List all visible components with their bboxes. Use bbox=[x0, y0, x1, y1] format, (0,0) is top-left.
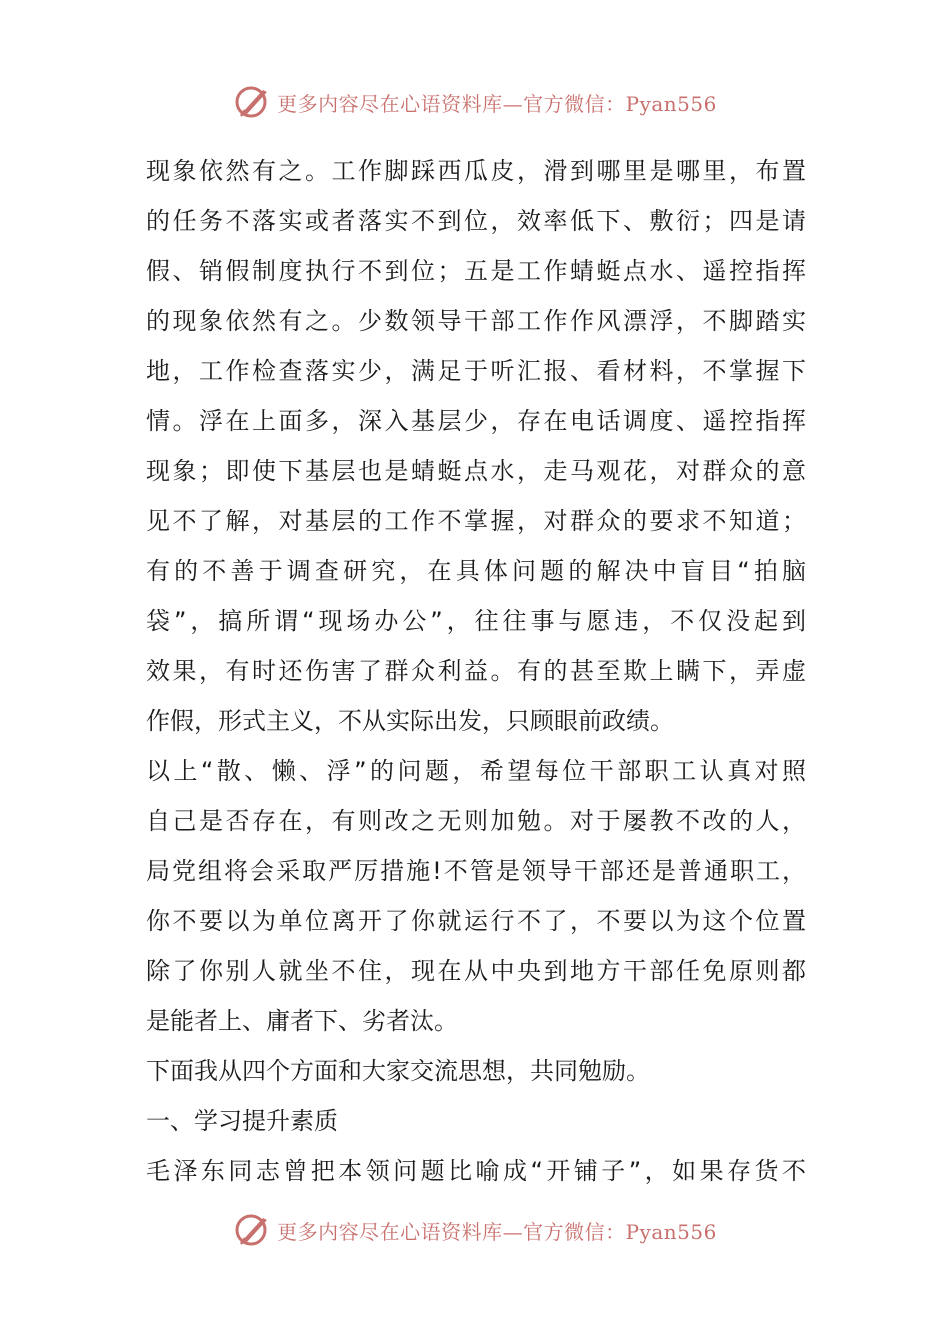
watermark-text: 更多内容尽在心语资料库—官方微信：Pyan556 bbox=[277, 91, 717, 116]
document-body bbox=[146, 146, 806, 1196]
watermark-banner-top bbox=[0, 80, 950, 124]
text-line: 一、学习提升素质 bbox=[146, 1107, 338, 1135]
text-line: 你不要以为单位离开了你就运行不了，不要以为这个位置 bbox=[146, 907, 806, 935]
text-line: 除了你别人就坐不住，现在从中央到地方干部任免原则都 bbox=[146, 957, 806, 985]
text-line: 下面我从四个方面和大家交流思想，共同勉励。 bbox=[146, 1057, 650, 1085]
text-line: 是能者上、庸者下、劣者汰。 bbox=[146, 1007, 458, 1035]
text-line: 地，工作检查落实少，满足于听汇报、看材料，不掌握下 bbox=[146, 357, 806, 385]
text-line: 见不了解，对基层的工作不掌握，对群众的要求不知道； bbox=[146, 507, 806, 535]
text-line: 以上“散、懒、浮”的问题，希望每位干部职工认真对照 bbox=[146, 757, 806, 785]
text-line: 的任务不落实或者落实不到位，效率低下、敷衍；四是请 bbox=[146, 207, 806, 235]
text-line: 作假，形式主义，不从实际出发，只顾眼前政绩。 bbox=[146, 707, 674, 735]
text-line: 毛泽东同志曾把本领问题比喻成“开铺子”，如果存货不 bbox=[146, 1157, 806, 1185]
quill-logo-icon bbox=[233, 82, 273, 122]
text-line: 自己是否存在，有则改之无则加勉。对于屡教不改的人， bbox=[146, 807, 806, 835]
text-line: 假、销假制度执行不到位；五是工作蜻蜓点水、遥控指挥 bbox=[146, 257, 806, 285]
text-line: 情。浮在上面多，深入基层少，存在电话调度、遥控指挥 bbox=[146, 407, 806, 435]
text-line: 局党组将会采取严厉措施!不管是领导干部还是普通职工， bbox=[146, 857, 806, 885]
text-line: 现象；即使下基层也是蜻蜓点水，走马观花，对群众的意 bbox=[146, 457, 806, 485]
text-line: 现象依然有之。工作脚踩西瓜皮，滑到哪里是哪里，布置 bbox=[146, 157, 806, 185]
text-line: 有的不善于调查研究，在具体问题的解决中盲目“拍脑 bbox=[146, 557, 806, 585]
text-line: 的现象依然有之。少数领导干部工作作风漂浮，不脚踏实 bbox=[146, 307, 806, 335]
text-line: 效果，有时还伤害了群众利益。有的甚至欺上瞒下，弄虚 bbox=[146, 657, 806, 685]
watermark-text: 更多内容尽在心语资料库—官方微信：Pyan556 bbox=[277, 1219, 717, 1244]
text-line: 袋”，搞所谓“现场办公”，往往事与愿违，不仅没起到 bbox=[146, 607, 806, 635]
watermark-banner-bottom bbox=[0, 1208, 950, 1252]
quill-logo-icon bbox=[233, 1210, 273, 1250]
